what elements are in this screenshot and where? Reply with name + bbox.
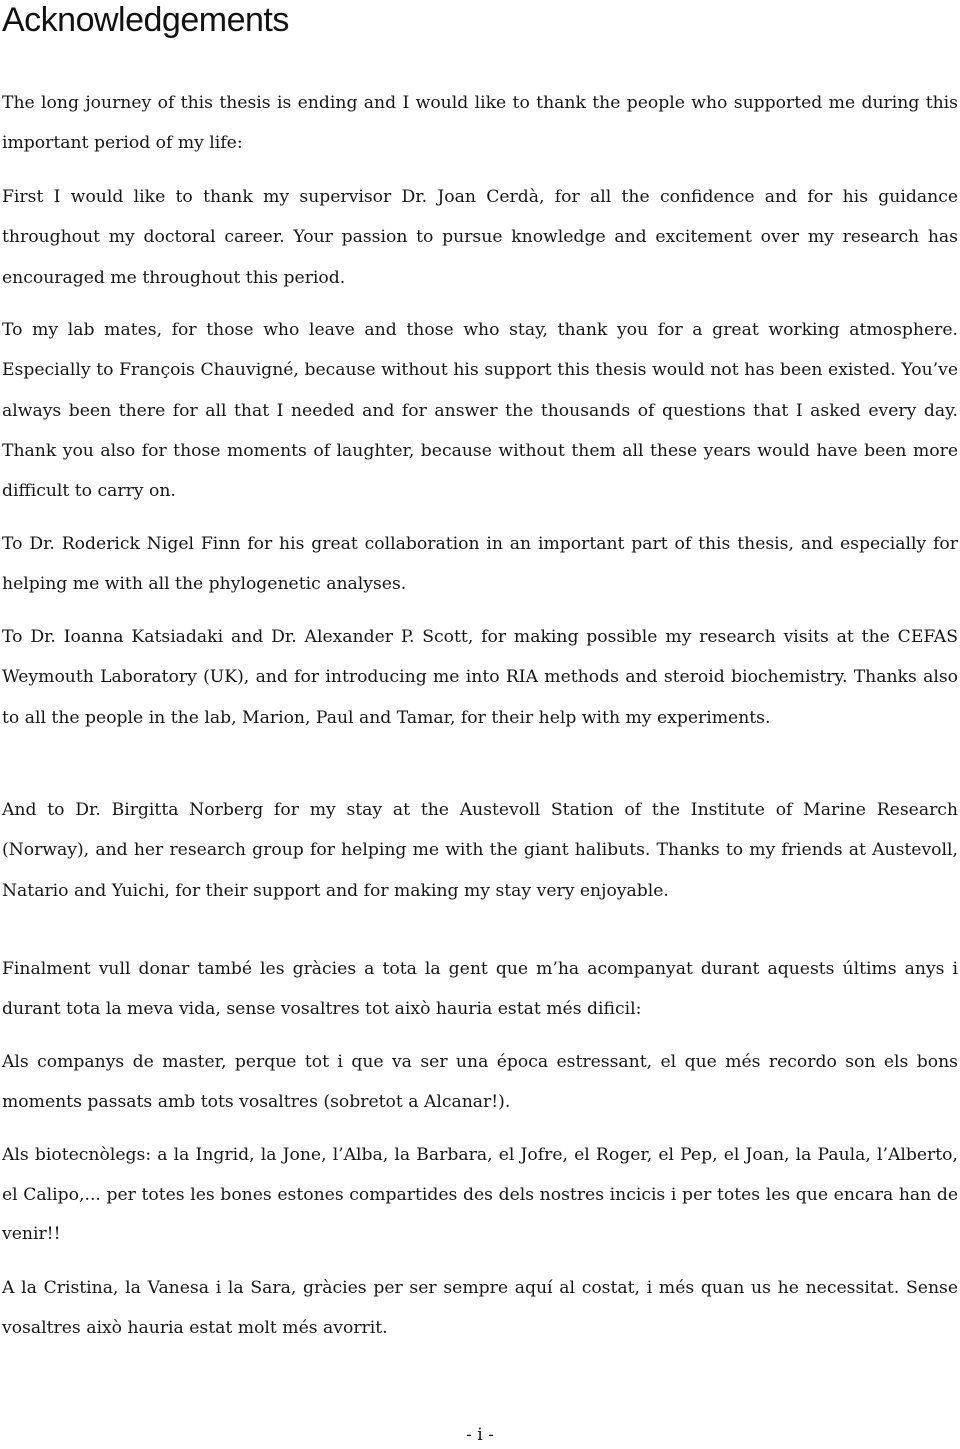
paragraph-finn: To Dr. Roderick Nigel Finn for his great collaboration in an important part of this thesis, and especially for helping me with all the phylogenetic analyses. [2, 534, 958, 595]
paragraph-master: Als companys de master, perque tot i que va ser una época estressant, el que més recordo son els bons moments passats amb tots vosaltres (sobretot a Alcanar!). [2, 1052, 958, 1112]
page-title: Acknowledgements [2, 1, 289, 39]
paragraph-cefas: To Dr. Ioanna Katsiadaki and Dr. Alexander P. Scott, for making possible my research visits at the CEFAS Weymouth Laboratory (UK), and for introducing me into RIA methods and steroid biochemistry. Thanks also to all the people in the lab, Marion, Paul and Tamar, for their help with my experiments. [2, 627, 958, 728]
paragraph-intro: The long journey of this thesis is ending and I would like to thank the people who supported me during this important period of my life: [2, 93, 958, 154]
paragraph-finalment: Finalment vull donar també les gràcies a tota la gent que m’ha acompanyat durant aquests últims anys i durant tota la meva vida, sense vosaltres tot això hauria estat més dificil: [2, 959, 958, 1019]
paragraph-lab-mates: To my lab mates, for those who leave and those who stay, thank you for a great working atmosphere. Especially to François Chauvigné, because without his support this thesis would not has been existed. You’ve always been there for all that I needed and for answer the thousands of questions that I asked every day. Thank you also for those moments of laughter, because without them all these years would have been more difficult to carry on. [2, 320, 958, 502]
page-number: - i - [466, 1425, 494, 1445]
paragraph-norberg: And to Dr. Birgitta Norberg for my stay at the Austevoll Station of the Institute of Marine Research (Norway), and her research group for helping me with the giant halibuts. Thanks to my friends at Austevoll, Natario and Yuichi, for their support and for making my stay very enjoyable. [2, 800, 958, 901]
paragraph-cristina: A la Cristina, la Vanesa i la Sara, gràcies per ser sempre aquí al costat, i més quan us he necessitat. Sense vosaltres això hauria estat molt més avorrit. [2, 1278, 958, 1338]
paragraph-biotecnolegs: Als biotecnòlegs: a la Ingrid, la Jone, l’Alba, la Barbara, el Jofre, el Roger, el Pep, el Joan, la Paula, l’Alberto, el Calipo,... per totes les bones estones compartides des dels nostres incicis i per totes les que encara han de venir!! [2, 1145, 958, 1245]
paragraph-supervisor: First I would like to thank my supervisor Dr. Joan Cerdà, for all the confidence and for his guidance throughout my doctoral career. Your passion to pursue knowledge and excitement over my research has encouraged me throughout this period. [2, 187, 958, 288]
